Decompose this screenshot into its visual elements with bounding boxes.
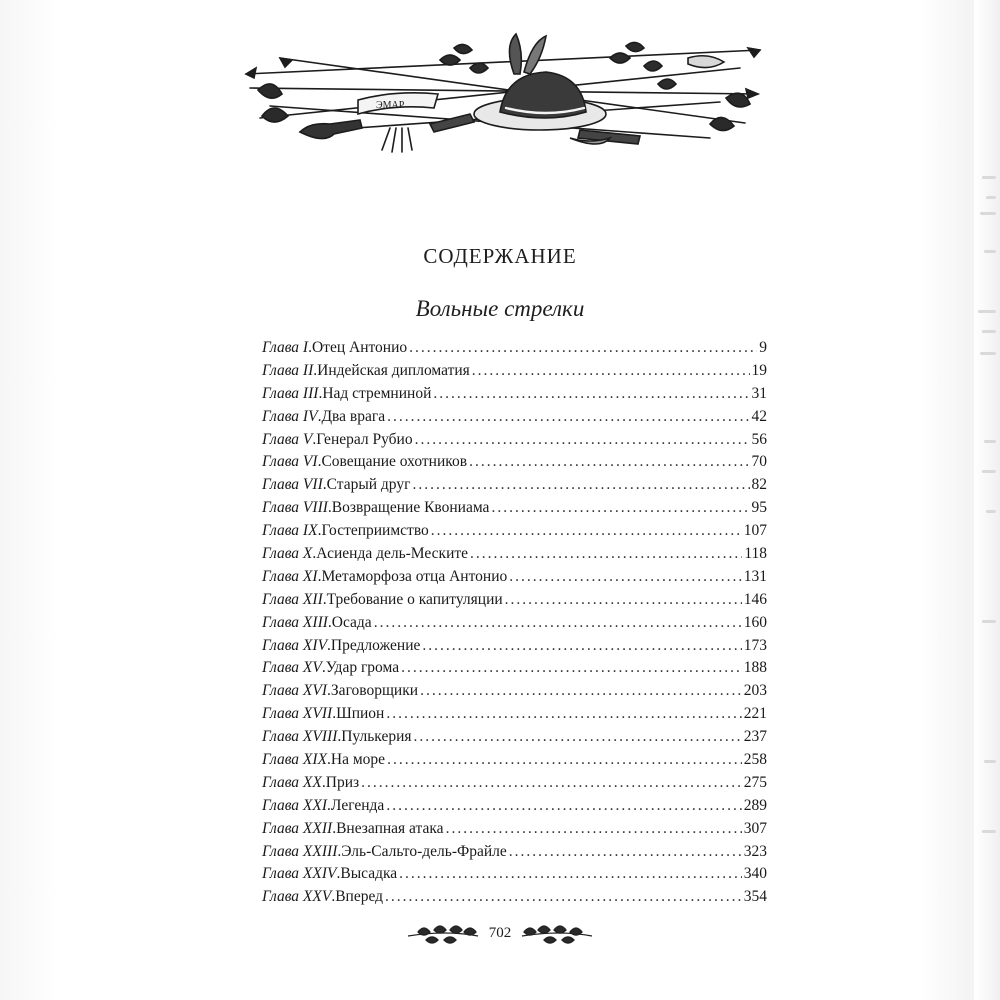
chapter-page-number: 82: [751, 476, 767, 494]
dot-leader: [374, 614, 742, 632]
toc-entry: [262, 522, 767, 545]
chapter-page-number: 107: [743, 522, 767, 540]
chapter-page-number: 323: [743, 842, 767, 860]
chapter-page-number: 354: [743, 888, 767, 906]
dot-leader: [505, 591, 742, 609]
toc-entry: [262, 843, 767, 866]
chapter-title: Приз: [325, 773, 360, 791]
chapter-page-number: 237: [743, 728, 767, 746]
chapter-page-number: 289: [743, 796, 767, 814]
chapter-number: Глава XXV: [262, 888, 332, 906]
chapter-page-number: 9: [759, 339, 767, 356]
chapter-separator: .: [321, 659, 326, 677]
toc-entry: [262, 751, 767, 774]
chapter-page-number: 275: [743, 773, 767, 791]
chapter-separator: .: [327, 796, 331, 814]
dot-leader: [414, 728, 742, 746]
chapter-page-number: 95: [751, 499, 767, 517]
chapter-number: Глава I: [262, 339, 309, 356]
dot-leader: [409, 339, 757, 357]
weapons-and-hat-engraving-icon: [240, 28, 768, 160]
chapter-page-number: 31: [751, 384, 767, 402]
page-edge-bleed: [974, 0, 1000, 1000]
vignette-label: ЭМАР: [376, 100, 405, 111]
chapter-page-number: 188: [743, 659, 767, 677]
chapter-title: Осада: [331, 613, 372, 631]
chapter-number: Глава XX: [262, 773, 322, 791]
chapter-title: Совещание охотников: [321, 453, 468, 471]
chapter-title: Высадка: [340, 865, 398, 883]
dot-leader: [401, 659, 742, 677]
dot-leader: [387, 751, 742, 769]
chapter-page-number: 70: [751, 453, 767, 471]
dot-leader: [412, 476, 749, 494]
chapter-number: Глава XV: [262, 659, 322, 677]
toc-entry: [262, 865, 767, 888]
chapter-separator: .: [317, 453, 322, 471]
chapter-number: Глава XVII: [262, 705, 333, 723]
chapter-title: Гостеприимство: [321, 522, 429, 540]
chapter-title: Над стремниной: [322, 384, 432, 402]
dot-leader: [509, 568, 742, 586]
chapter-page-number: 307: [743, 819, 767, 837]
chapter-separator: .: [327, 613, 332, 631]
chapter-title: На море: [330, 751, 386, 769]
chapter-number: Глава XIV: [262, 636, 328, 654]
toc-entry: [262, 888, 767, 911]
dot-leader: [509, 843, 742, 861]
chapter-page-number: 173: [743, 636, 767, 654]
chapter-separator: .: [337, 842, 342, 860]
dot-leader: [431, 522, 742, 540]
toc-entry: [262, 682, 767, 705]
toc-entry: [262, 385, 767, 408]
dot-leader: [491, 499, 749, 517]
chapter-title: Возвращение Квониама: [331, 499, 490, 517]
toc-entry: [262, 476, 767, 499]
chapter-number: Глава XXIV: [262, 865, 337, 883]
chapter-number: Глава VI: [262, 453, 318, 471]
toc-entry: [262, 728, 767, 751]
dot-leader: [386, 797, 741, 815]
toc-entry: [262, 545, 767, 568]
chapter-title: Генерал Рубио: [316, 430, 413, 448]
chapter-number: Глава IV: [262, 407, 318, 425]
chapter-title: Асиенда дель-Меските: [316, 545, 469, 563]
dot-leader: [399, 865, 742, 883]
chapter-title: Эль-Сальто-дель-Фрайле: [341, 842, 507, 860]
chapter-separator: .: [336, 865, 341, 883]
chapter-number: Глава V: [262, 430, 313, 448]
dot-leader: [433, 385, 749, 403]
chapter-number: Глава XVI: [262, 682, 328, 700]
chapter-separator: .: [317, 567, 322, 585]
chapter-title: Метаморфоза отца Антонио: [321, 567, 508, 585]
chapter-separator: .: [327, 636, 331, 654]
chapter-separator: .: [327, 751, 331, 769]
chapter-title: Пулькерия: [341, 728, 412, 746]
chapter-separator: .: [331, 888, 336, 906]
chapter-separator: .: [337, 728, 342, 746]
dot-leader: [386, 705, 741, 723]
chapter-title: Два врага: [321, 407, 386, 425]
toc-entry: [262, 705, 767, 728]
chapter-separator: .: [321, 773, 326, 791]
chapter-page-number: 19: [751, 361, 767, 379]
toc-entry: [262, 408, 767, 431]
chapter-title: Внезапная атака: [336, 819, 444, 837]
toc-heading: СОДЕРЖАНИЕ: [423, 244, 577, 268]
chapter-page-number: 221: [743, 705, 767, 723]
chapter-number: Глава VII: [262, 476, 323, 494]
chapter-title: Удар грома: [325, 659, 400, 677]
chapter-number: Глава XIII: [262, 613, 328, 631]
toc-entry: [262, 637, 767, 660]
chapter-title: Легенда: [330, 796, 385, 814]
chapter-page-number: 160: [743, 613, 767, 631]
chapter-title: Требование о капитуляции: [326, 590, 503, 608]
dot-leader: [422, 637, 741, 655]
chapter-separator: .: [317, 522, 322, 540]
chapter-page-number: 42: [751, 407, 767, 425]
chapter-separator: .: [308, 339, 312, 356]
dot-leader: [469, 453, 749, 471]
chapter-page-number: 258: [743, 751, 767, 769]
chapter-page-number: 146: [743, 590, 767, 608]
chapter-number: Глава IX: [262, 522, 318, 540]
dot-leader: [470, 545, 742, 563]
chapter-page-number: 131: [743, 567, 767, 585]
chapter-title: Старый друг: [326, 476, 411, 494]
dot-leader: [420, 682, 742, 700]
chapter-page-number: 118: [744, 545, 767, 563]
dot-leader: [387, 408, 749, 426]
chapter-number: Глава XVIII: [262, 728, 338, 746]
chapter-separator: .: [327, 682, 331, 700]
dot-leader: [385, 888, 742, 906]
chapter-number: Глава X: [262, 545, 313, 563]
toc-entry: [262, 453, 767, 476]
chapter-number: Глава XXII: [262, 819, 333, 837]
chapter-number: Глава XXI: [262, 796, 328, 814]
dot-leader: [472, 362, 750, 380]
toc-subheading: Вольные стрелки: [415, 296, 585, 321]
chapter-separator: .: [322, 476, 327, 494]
dot-leader: [361, 774, 742, 792]
toc-entry: [262, 659, 767, 682]
toc-entry: [262, 568, 767, 591]
chapter-number: Глава VIII: [262, 499, 328, 517]
dot-leader: [446, 820, 742, 838]
toc-entry: [262, 499, 767, 522]
chapter-title: Индейская дипломатия: [317, 361, 470, 379]
chapter-page-number: 203: [743, 682, 767, 700]
toc-entry: [262, 820, 767, 843]
toc-entry: [262, 339, 767, 362]
chapter-separator: .: [312, 545, 317, 563]
toc-entry: [262, 797, 767, 820]
toc-entry: [262, 614, 767, 637]
chapter-title: Вперед: [335, 888, 384, 906]
chapter-separator: .: [318, 384, 323, 402]
toc-entry: [262, 362, 767, 385]
toc-entry: [262, 591, 767, 614]
chapter-separator: .: [317, 407, 322, 425]
chapter-separator: .: [332, 819, 337, 837]
chapter-number: Глава III: [262, 384, 319, 402]
chapter-page-number: 56: [751, 430, 767, 448]
chapter-separator: .: [327, 499, 332, 517]
chapter-separator: .: [313, 361, 318, 379]
chapter-title: Отец Антонио: [311, 339, 408, 356]
chapter-title: Шпион: [336, 705, 385, 723]
chapter-title: Предложение: [330, 636, 421, 654]
dot-leader: [415, 431, 750, 449]
table-of-contents: [262, 339, 767, 911]
chapter-page-number: 340: [743, 865, 767, 883]
chapter-title: Заговорщики: [330, 682, 419, 700]
chapter-number: Глава II: [262, 361, 314, 379]
chapter-separator: .: [322, 590, 327, 608]
toc-entry: [262, 431, 767, 454]
chapter-number: Глава XI: [262, 567, 318, 585]
chapter-number: Глава XXIII: [262, 842, 338, 860]
toc-entry: [262, 774, 767, 797]
chapter-number: Глава XII: [262, 590, 323, 608]
page-number: 702: [488, 925, 512, 941]
chapter-separator: .: [312, 430, 317, 448]
chapter-number: Глава XIX: [262, 751, 328, 769]
chapter-separator: .: [332, 705, 337, 723]
